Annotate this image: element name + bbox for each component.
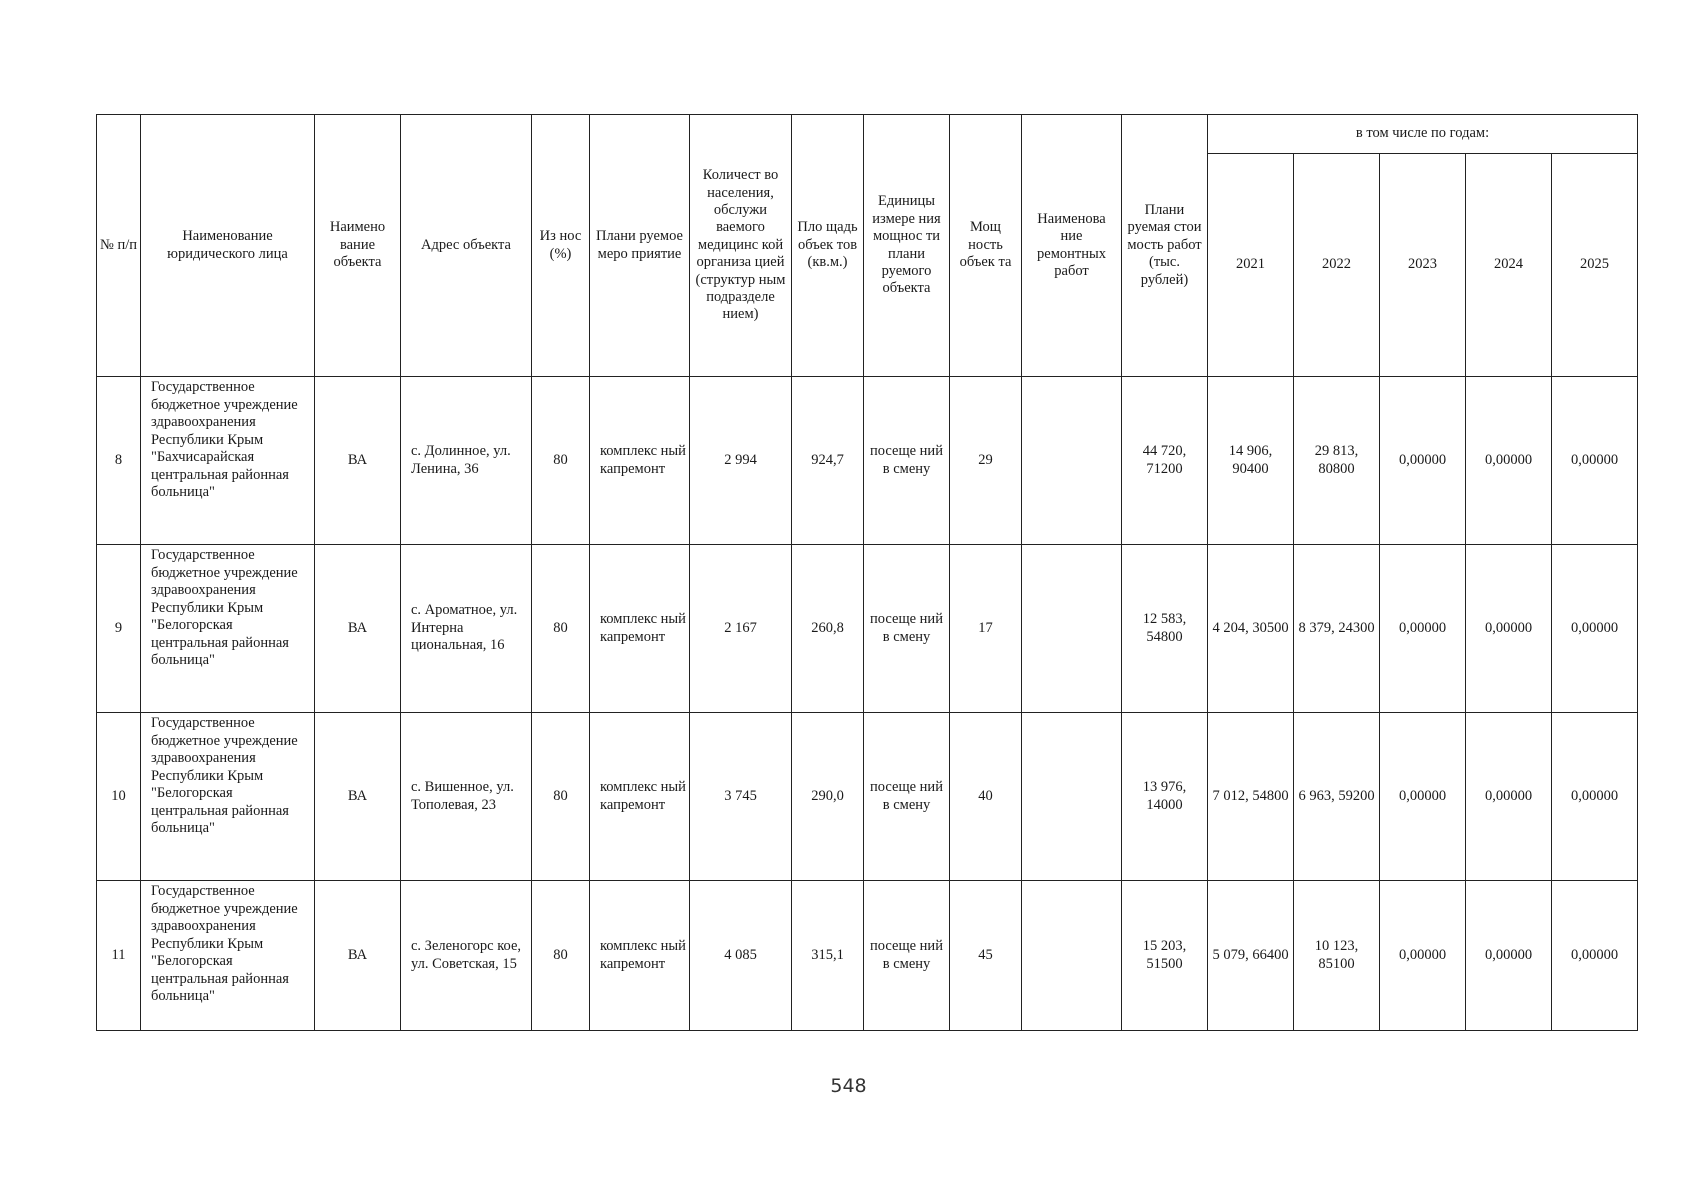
cell-wear: 80 <box>532 377 590 545</box>
cell-capacity: 29 <box>950 377 1022 545</box>
header-year-2022: 2022 <box>1294 154 1380 377</box>
cell-2024: 0,00000 <box>1466 713 1552 881</box>
cell-capacity-unit: посеще ний в смену <box>864 713 950 881</box>
cell-measure: комплекс ный капремонт <box>590 377 690 545</box>
cell-2023: 0,00000 <box>1380 713 1466 881</box>
cell-area: 260,8 <box>792 545 864 713</box>
cell-measure: комплекс ный капремонт <box>590 545 690 713</box>
cell-2025: 0,00000 <box>1552 713 1638 881</box>
cell-2024: 0,00000 <box>1466 377 1552 545</box>
cell-works <box>1022 377 1122 545</box>
cell-population: 2 167 <box>690 545 792 713</box>
cell-address: с. Зеленогорс кое, ул. Советская, 15 <box>401 881 532 1031</box>
cell-2021: 14 906, 90400 <box>1208 377 1294 545</box>
cell-capacity-unit: посеще ний в смену <box>864 545 950 713</box>
cell-capacity: 17 <box>950 545 1022 713</box>
cell-population: 2 994 <box>690 377 792 545</box>
cell-2024: 0,00000 <box>1466 881 1552 1031</box>
cell-2021: 4 204, 30500 <box>1208 545 1294 713</box>
header-cost: Плани руемая стои мость работ (тыс. рублей) <box>1122 115 1208 377</box>
cell-measure: комплекс ный капремонт <box>590 881 690 1031</box>
cell-wear: 80 <box>532 881 590 1031</box>
cell-2022: 8 379, 24300 <box>1294 545 1380 713</box>
cell-2023: 0,00000 <box>1380 545 1466 713</box>
cell-num: 8 <box>97 377 141 545</box>
cell-2023: 0,00000 <box>1380 377 1466 545</box>
cell-population: 4 085 <box>690 881 792 1031</box>
header-year-2021: 2021 <box>1208 154 1294 377</box>
document-page <box>96 114 1638 1031</box>
cell-2021: 7 012, 54800 <box>1208 713 1294 881</box>
page-number: 548 <box>830 1075 867 1097</box>
cell-2023: 0,00000 <box>1380 881 1466 1031</box>
header-year-2023: 2023 <box>1380 154 1466 377</box>
cell-object-name: ВА <box>315 713 401 881</box>
cell-2022: 29 813, 80800 <box>1294 377 1380 545</box>
header-year-2024: 2024 <box>1466 154 1552 377</box>
cell-address: с. Ароматное, ул. Интерна циональная, 16 <box>401 545 532 713</box>
cell-cost: 13 976, 14000 <box>1122 713 1208 881</box>
cell-org: Государственное бюджетное учреждение здравоохранения Республики Крым "Белогорская центральная районная больница" <box>141 713 315 881</box>
table-body <box>97 377 1638 1031</box>
cell-org: Государственное бюджетное учреждение здравоохранения Республики Крым "Бахчисарайская центральная районная больница" <box>141 377 315 545</box>
header-num: № п/п <box>97 115 141 377</box>
cell-capacity-unit: посеще ний в смену <box>864 881 950 1031</box>
cell-num: 11 <box>97 881 141 1031</box>
table-header <box>97 115 1638 377</box>
cell-address: с. Долинное, ул. Ленина, 36 <box>401 377 532 545</box>
cell-cost: 12 583, 54800 <box>1122 545 1208 713</box>
header-measure: Плани руемое меро приятие <box>590 115 690 377</box>
cell-num: 10 <box>97 713 141 881</box>
cell-wear: 80 <box>532 545 590 713</box>
cell-measure: комплекс ный капремонт <box>590 713 690 881</box>
cell-2024: 0,00000 <box>1466 545 1552 713</box>
cell-num: 9 <box>97 545 141 713</box>
cell-object-name: ВА <box>315 881 401 1031</box>
cell-2025: 0,00000 <box>1552 881 1638 1031</box>
cell-2022: 10 123, 85100 <box>1294 881 1380 1031</box>
header-by-years: в том числе по годам: <box>1208 115 1638 154</box>
header-capacity-unit: Единицы измере ния мощнос ти плани руемого объекта <box>864 115 950 377</box>
table-row <box>97 377 1638 545</box>
cell-capacity-unit: посеще ний в смену <box>864 377 950 545</box>
cell-cost: 44 720, 71200 <box>1122 377 1208 545</box>
cell-area: 924,7 <box>792 377 864 545</box>
cell-works <box>1022 881 1122 1031</box>
header-area: Пло щадь объек тов (кв.м.) <box>792 115 864 377</box>
header-object-name: Наимено вание объекта <box>315 115 401 377</box>
cell-2021: 5 079, 66400 <box>1208 881 1294 1031</box>
cell-area: 315,1 <box>792 881 864 1031</box>
header-capacity: Мощ ность объек та <box>950 115 1022 377</box>
header-address: Адрес объекта <box>401 115 532 377</box>
header-works: Наименова ние ремонтных работ <box>1022 115 1122 377</box>
header-wear: Из нос (%) <box>532 115 590 377</box>
cell-org: Государственное бюджетное учреждение здравоохранения Республики Крым "Белогорская центральная районная больница" <box>141 881 315 1031</box>
cell-works <box>1022 545 1122 713</box>
cell-org: Государственное бюджетное учреждение здравоохранения Республики Крым "Белогорская центральная районная больница" <box>141 545 315 713</box>
cell-2022: 6 963, 59200 <box>1294 713 1380 881</box>
table-row <box>97 881 1638 1031</box>
table-row <box>97 713 1638 881</box>
cell-capacity: 40 <box>950 713 1022 881</box>
cell-wear: 80 <box>532 713 590 881</box>
cell-2025: 0,00000 <box>1552 377 1638 545</box>
cell-object-name: ВА <box>315 545 401 713</box>
header-year-2025: 2025 <box>1552 154 1638 377</box>
table-row <box>97 545 1638 713</box>
cell-2025: 0,00000 <box>1552 545 1638 713</box>
cell-population: 3 745 <box>690 713 792 881</box>
header-population: Количест во населения, обслужи ваемого медицинс кой организа цией (структур ным подразделе нием) <box>690 115 792 377</box>
repair-plan-table <box>96 114 1638 1031</box>
cell-object-name: ВА <box>315 377 401 545</box>
header-org: Наименование юридического лица <box>141 115 315 377</box>
cell-cost: 15 203, 51500 <box>1122 881 1208 1031</box>
cell-works <box>1022 713 1122 881</box>
cell-area: 290,0 <box>792 713 864 881</box>
cell-address: с. Вишенное, ул. Тополевая, 23 <box>401 713 532 881</box>
cell-capacity: 45 <box>950 881 1022 1031</box>
